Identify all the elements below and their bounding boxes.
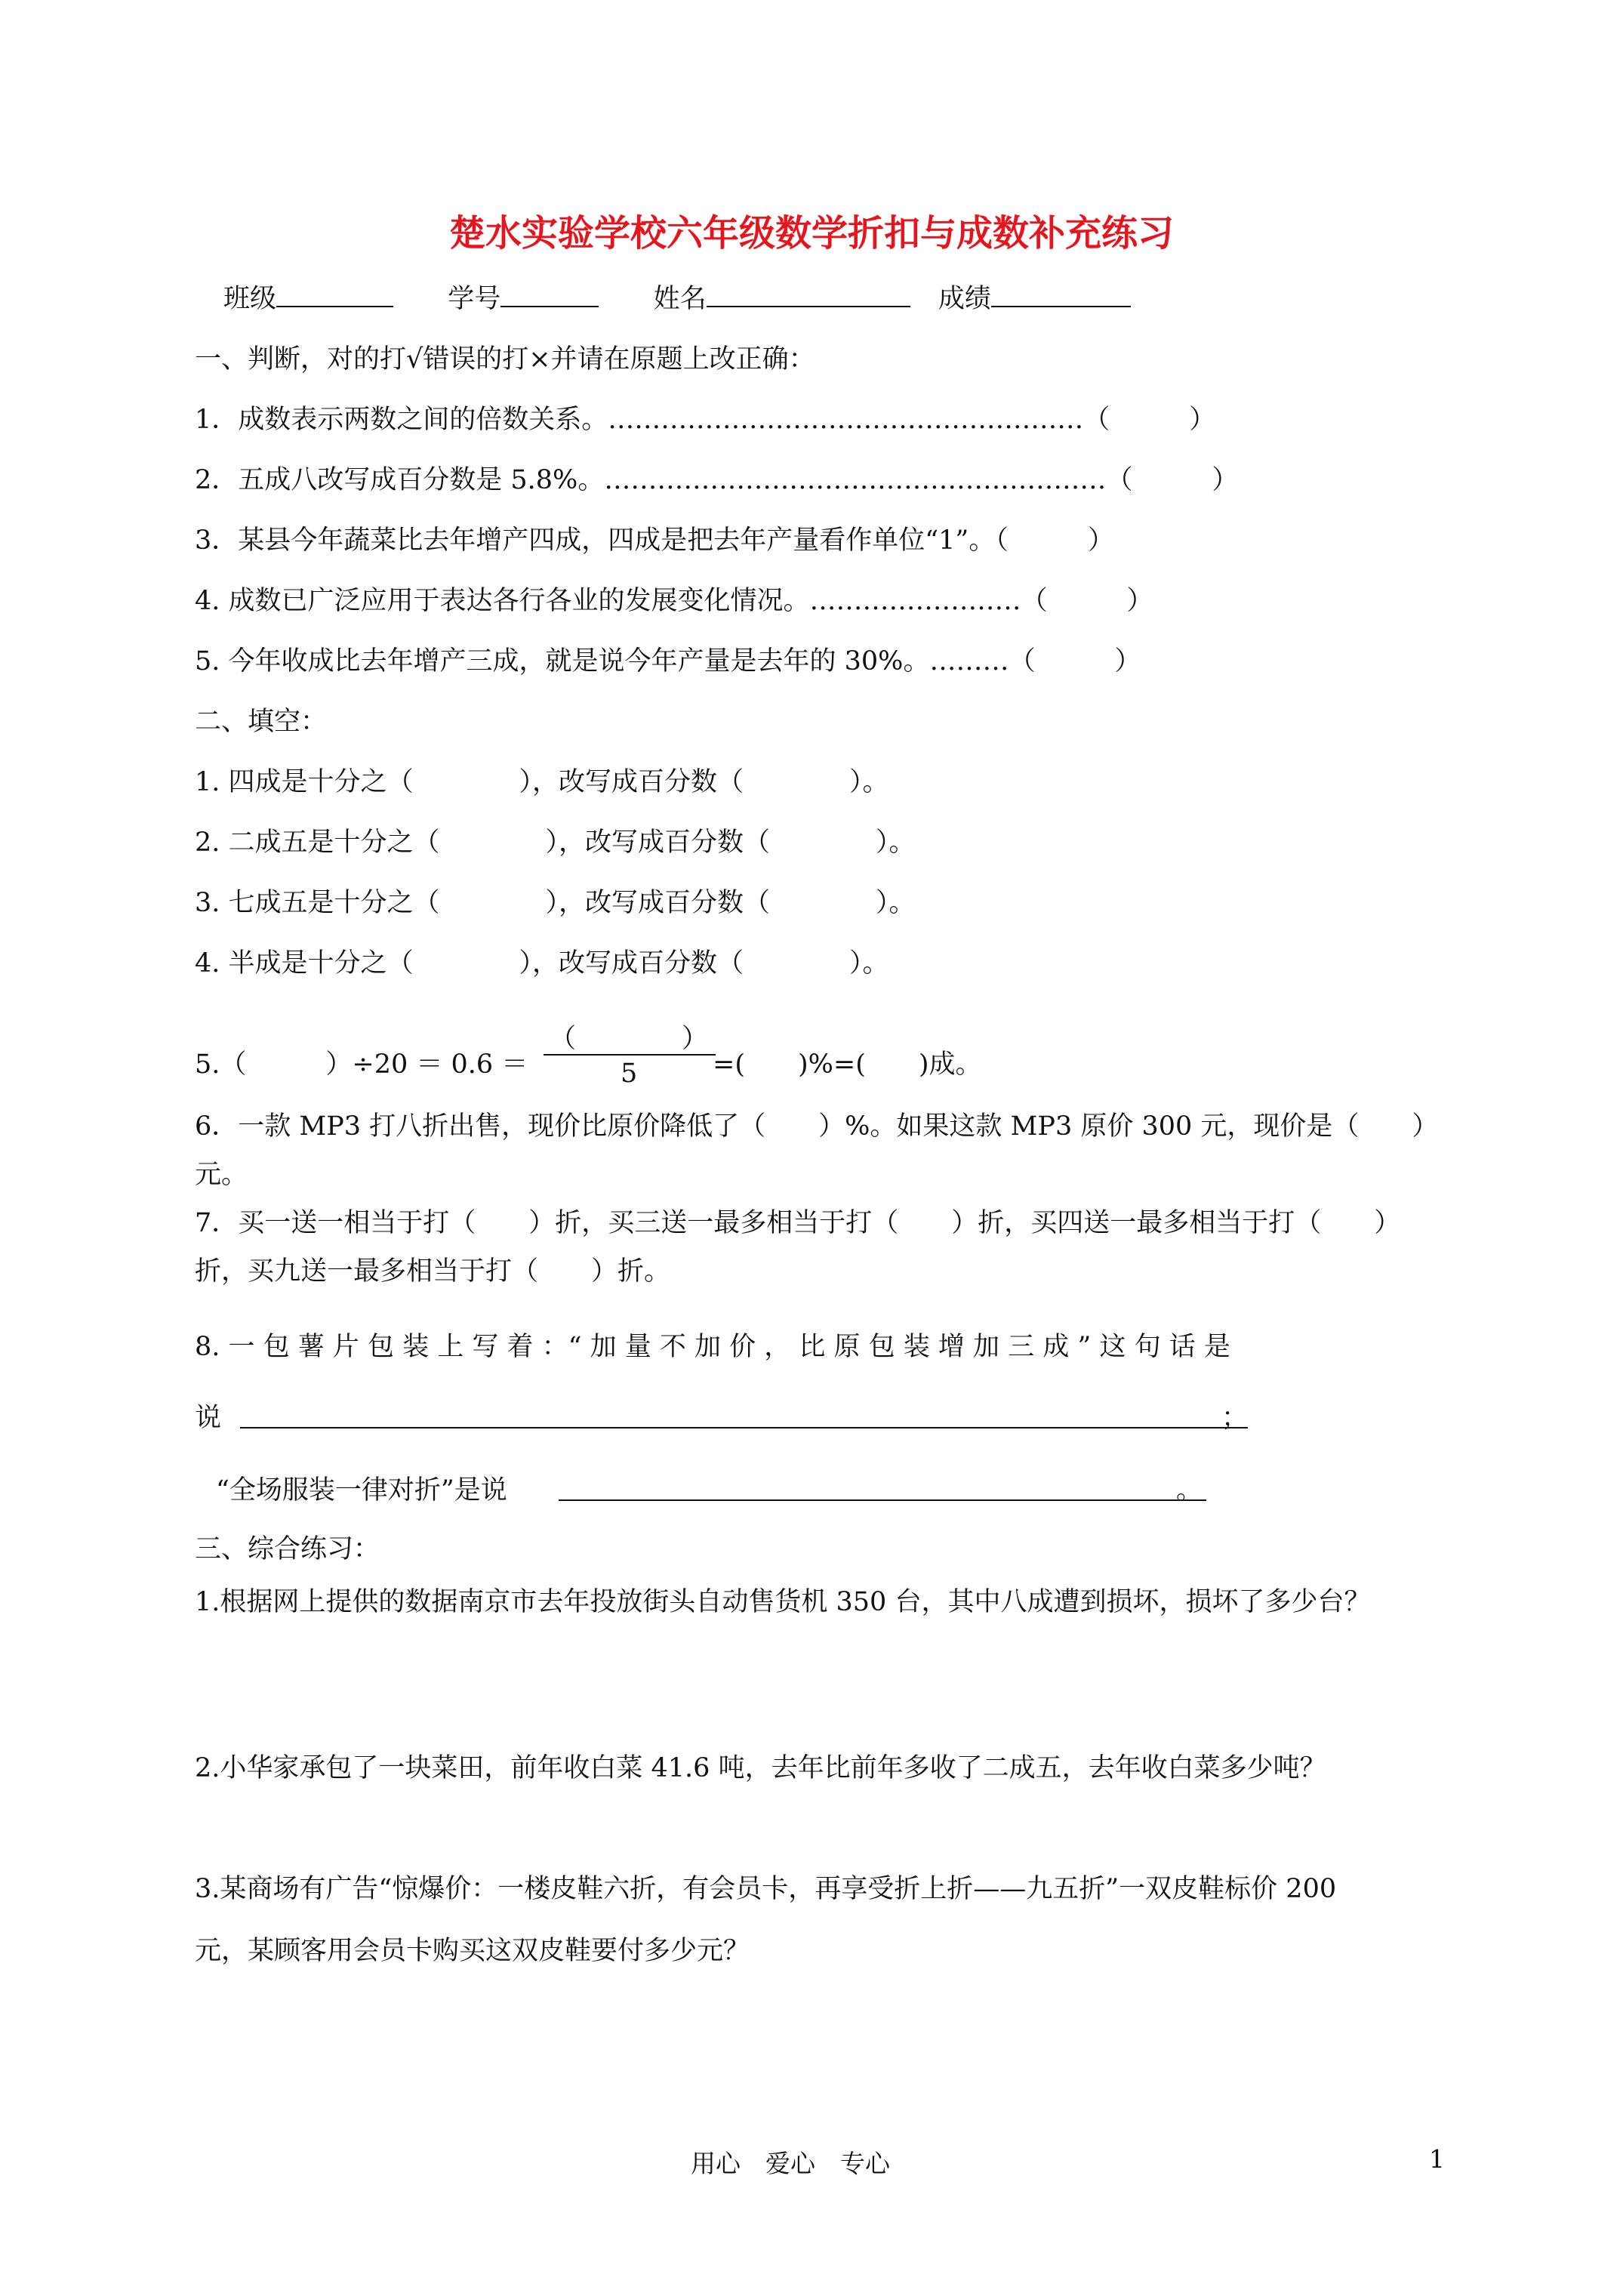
judge-item-5: 5. 今年收成比去年增产三成，就是说今年产量是去年的 30%。………（ ） (195, 646, 1141, 676)
fill-item-8-line3-start: “全场服装一律对折”是说 (216, 1475, 507, 1505)
section1-heading: 一、判断，对的打√错误的打×并请在原题上改正确： (195, 344, 815, 374)
fill-item-3: 3. 七成五是十分之（ ），改写成百分数（ ）。 (195, 888, 916, 918)
judge-item-4: 4. 成数已广泛应用于表达各行各业的发展变化情况。……………………（ ） (195, 586, 1153, 616)
footer-motto: 用心 爱心 专心 (691, 2149, 890, 2178)
page-title: 楚水实验学校六年级数学折扣与成数补充练习 (448, 212, 1174, 254)
fill-item-4: 4. 半成是十分之（ ），改写成百分数（ ）。 (195, 948, 889, 978)
fill-item-5-left: 5.（ ）÷20 ＝ 0.6 ＝ (195, 1049, 528, 1080)
fill-item-7-line2: 折，买九送一最多相当于打（ ）折。 (195, 1256, 671, 1287)
number-label: 学号 (448, 284, 501, 314)
problem-3-line2: 元，某顾客用会员卡购买这双皮鞋要付多少元？ (195, 1936, 750, 1966)
class-label: 班级 (223, 284, 277, 314)
fill-item-6-line2: 元。 (195, 1160, 248, 1190)
problem-1: 1.根据网上提供的数据南京市去年投放街头自动售货机 350 台，其中八成遭到损坏，损坏了多少台？ (195, 1587, 1371, 1617)
answer-line-8a[interactable] (240, 1427, 1248, 1428)
fill-item-8-line2-start: 说 (195, 1403, 222, 1433)
fill-item-5-right: =( )%=( )成。 (713, 1049, 982, 1080)
name-blank[interactable] (707, 283, 910, 307)
fill-item-6-line1: 6．一款 MP3 打八折出售，现价比原价降低了（ ）%。如果这款 MP3 原价 300 元，现价是（ ） (195, 1111, 1439, 1142)
fraction-bar (544, 1054, 716, 1056)
problem-3-line1: 3.某商场有广告“惊爆价：一楼皮鞋六折，有会员卡，再享受折上折——九五折”一双皮鞋标价 200 (195, 1874, 1337, 1904)
score-label: 成绩 (938, 284, 991, 314)
number-blank[interactable] (500, 283, 599, 307)
header-fields (223, 278, 1131, 316)
fill-item-7-line1: 7．买一送一相当于打（ ）折，买三送一最多相当于打（ ）折，买四送一最多相当于打（ ） (195, 1208, 1401, 1238)
answer-line-8b[interactable] (559, 1499, 1206, 1501)
page-number: 1 (1429, 2144, 1445, 2174)
judge-item-2: 2．五成八改写成百分数是 5.8%。…………………………………………………（ ） (195, 465, 1239, 495)
fill-item-5-numerator: （ ） (550, 1024, 709, 1054)
fill-item-5-denominator: 5 (621, 1059, 638, 1089)
fill-item-2: 2. 二成五是十分之（ ），改写成百分数（ ）。 (195, 827, 916, 858)
fill-item-8-line2-end: ； (1221, 1403, 1249, 1433)
score-blank[interactable] (991, 283, 1131, 307)
fill-item-8-line1: 8. 一 包 薯 片 包 装 上 写 着 ：“ 加 量 不 加 价 ， 比 原 包 装 增 加 三 成 ” 这 句 话 是 (195, 1332, 1230, 1362)
problem-2: 2.小华家承包了一块菜田，前年收白菜 41.6 吨，去年比前年多收了二成五，去年收白菜多少吨？ (195, 1753, 1326, 1783)
fill-item-8-line3-end: 。 (1176, 1475, 1203, 1505)
section3-heading: 三、综合练习： (195, 1534, 380, 1564)
judge-item-1: 1．成数表示两数之间的倍数关系。………………………………………………（ ） (195, 405, 1216, 435)
class-blank[interactable] (276, 283, 393, 307)
name-label: 姓名 (653, 284, 707, 314)
judge-item-3: 3．某县今年蔬菜比去年增产四成，四成是把去年产量看作单位“1”。（ ） (195, 525, 1114, 556)
section2-heading: 二、填空： (195, 707, 328, 737)
fill-item-1: 1. 四成是十分之（ ），改写成百分数（ ）。 (195, 767, 889, 797)
